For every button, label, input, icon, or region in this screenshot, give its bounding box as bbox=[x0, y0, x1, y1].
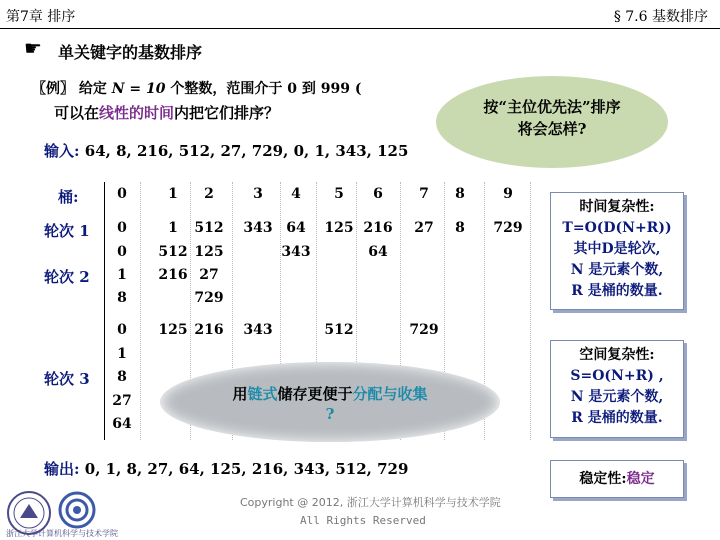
bucket-header-4: 4 bbox=[291, 186, 301, 202]
pass-2-cell: 729 bbox=[194, 290, 224, 306]
input-values: 64, 8, 216, 512, 27, 729, 0, 1, 343, 125 bbox=[84, 142, 409, 160]
pass-3-cell: 0 bbox=[117, 322, 127, 338]
ll-a: 用 bbox=[232, 385, 248, 403]
logo-caption: 浙江大学计算机科学与技术学院 bbox=[6, 529, 118, 538]
pass-3-cell: 343 bbox=[243, 322, 273, 338]
pass-3-cell: 64 bbox=[112, 416, 132, 432]
pass-2-cell: 216 bbox=[158, 267, 188, 283]
output-label: 输出: bbox=[44, 460, 80, 478]
ll-d: 分配与收集 bbox=[352, 385, 428, 403]
time-line-1: 其中D是轮次, bbox=[573, 241, 661, 257]
department-logo bbox=[56, 490, 98, 530]
pass-2-cell: 125 bbox=[194, 244, 224, 260]
pass-1-label: 轮次 1 bbox=[44, 222, 90, 240]
time-line-2: N 是元素个数, bbox=[570, 262, 664, 278]
pass-1-cell: 0 bbox=[117, 220, 127, 236]
pass-1-cell: 512 bbox=[194, 220, 224, 236]
pass-3-cell: 1 bbox=[117, 345, 127, 362]
pass-2-cell: 512 bbox=[158, 244, 188, 260]
pass-1-cell: 125 bbox=[324, 220, 354, 236]
pass-3-cell: 512 bbox=[324, 322, 354, 338]
pass-1-cell: 1 bbox=[168, 220, 178, 236]
rights-reserved: All Rights Reserved bbox=[300, 514, 426, 527]
msd-callout-line-1: 按“主位优先法”排序 bbox=[483, 98, 621, 116]
pass-2-label: 轮次 2 bbox=[44, 268, 90, 286]
space-formula: S=O(N+R) , bbox=[570, 368, 664, 384]
time-formula: T=O(D(N+R)) bbox=[562, 220, 672, 236]
bucket-header-2: 2 bbox=[204, 186, 214, 202]
bucket-row-label: 桶: bbox=[58, 188, 79, 206]
bucket-header-6: 6 bbox=[373, 186, 383, 202]
pass-3-cell: 27 bbox=[112, 392, 132, 409]
pass-3-cell: 216 bbox=[194, 322, 224, 338]
example-prefix: 〖例〗 给定 bbox=[32, 81, 107, 97]
chapter-title: 第7章 排序 bbox=[6, 9, 76, 25]
pass-1-cell: 343 bbox=[243, 220, 273, 236]
slide-title: 单关键字的基数排序 bbox=[58, 43, 203, 62]
table-column-divider bbox=[140, 182, 141, 440]
bucket-header-9: 9 bbox=[503, 186, 513, 202]
example-range: 个整数，范围介于 0 到 999 ( bbox=[170, 81, 362, 97]
bucket-header-0: 0 bbox=[117, 186, 127, 202]
example-n: N = 10 bbox=[111, 81, 166, 97]
example-can: 可以在 bbox=[54, 104, 100, 122]
stability-box bbox=[550, 460, 684, 498]
pass-1-cell: 216 bbox=[363, 220, 393, 236]
pass-2-cell: 8 bbox=[117, 290, 127, 306]
bucket-header-5: 5 bbox=[334, 186, 344, 202]
linked-list-line-1 bbox=[160, 384, 500, 404]
bucket-header-7: 7 bbox=[419, 186, 429, 202]
pass-1-cell: 729 bbox=[493, 220, 523, 236]
pass-1-cell: 27 bbox=[414, 220, 434, 236]
space-complexity-box bbox=[550, 340, 684, 438]
bucket-header-1: 1 bbox=[168, 186, 178, 202]
time-line-3: R 是桶的数量. bbox=[571, 283, 663, 299]
department-swirl-icon bbox=[56, 490, 98, 530]
table-left-border bbox=[104, 182, 105, 440]
input-label: 输入: bbox=[44, 142, 80, 160]
stability-label: 稳定性: bbox=[579, 471, 627, 487]
time-title: 时间复杂性: bbox=[579, 199, 655, 215]
bucket-header-8: 8 bbox=[455, 186, 465, 202]
bucket-header-3: 3 bbox=[253, 186, 263, 202]
stability-value: 稳定 bbox=[626, 471, 655, 487]
pass-3-cell: 729 bbox=[409, 322, 439, 338]
example-linear-time: 线性的时间 bbox=[99, 104, 175, 122]
time-complexity-box bbox=[550, 192, 684, 310]
table-column-divider bbox=[530, 182, 531, 440]
ll-b: 链式 bbox=[247, 385, 278, 403]
pass-1-cell: 64 bbox=[286, 220, 306, 236]
section-title: § 7.6 基数排序 bbox=[613, 9, 708, 25]
pass-2-cell: 64 bbox=[368, 244, 388, 260]
msd-callout-line-2: 将会怎样? bbox=[517, 120, 587, 138]
pass-2-cell: 1 bbox=[117, 267, 127, 283]
copyright: Copyright @ 2012, 浙江大学计算机科学与技术学院 bbox=[240, 496, 501, 509]
pass-2-cell: 27 bbox=[199, 267, 219, 283]
output-line bbox=[44, 458, 408, 479]
pass-3-label: 轮次 3 bbox=[44, 370, 90, 388]
linked-list-callout-text bbox=[160, 384, 500, 424]
linked-list-line-2: ? bbox=[325, 405, 335, 423]
ll-c: 储存更便于 bbox=[277, 385, 353, 403]
pass-1-cell: 8 bbox=[455, 220, 465, 236]
space-title: 空间复杂性: bbox=[579, 347, 655, 363]
pass-2-cell: 0 bbox=[117, 244, 127, 260]
example-sort: 内把它们排序？ bbox=[174, 104, 280, 122]
space-line-2: R 是桶的数量. bbox=[571, 410, 663, 426]
pass-2-cell: 343 bbox=[281, 244, 311, 260]
output-values: 0, 1, 8, 27, 64, 125, 216, 343, 512, 729 bbox=[84, 460, 409, 478]
space-line-1: N 是元素个数, bbox=[570, 389, 664, 405]
pointing-hand-icon: ☛ bbox=[24, 36, 42, 60]
pass-3-cell: 125 bbox=[158, 322, 188, 338]
pass-3-cell: 8 bbox=[117, 369, 127, 385]
